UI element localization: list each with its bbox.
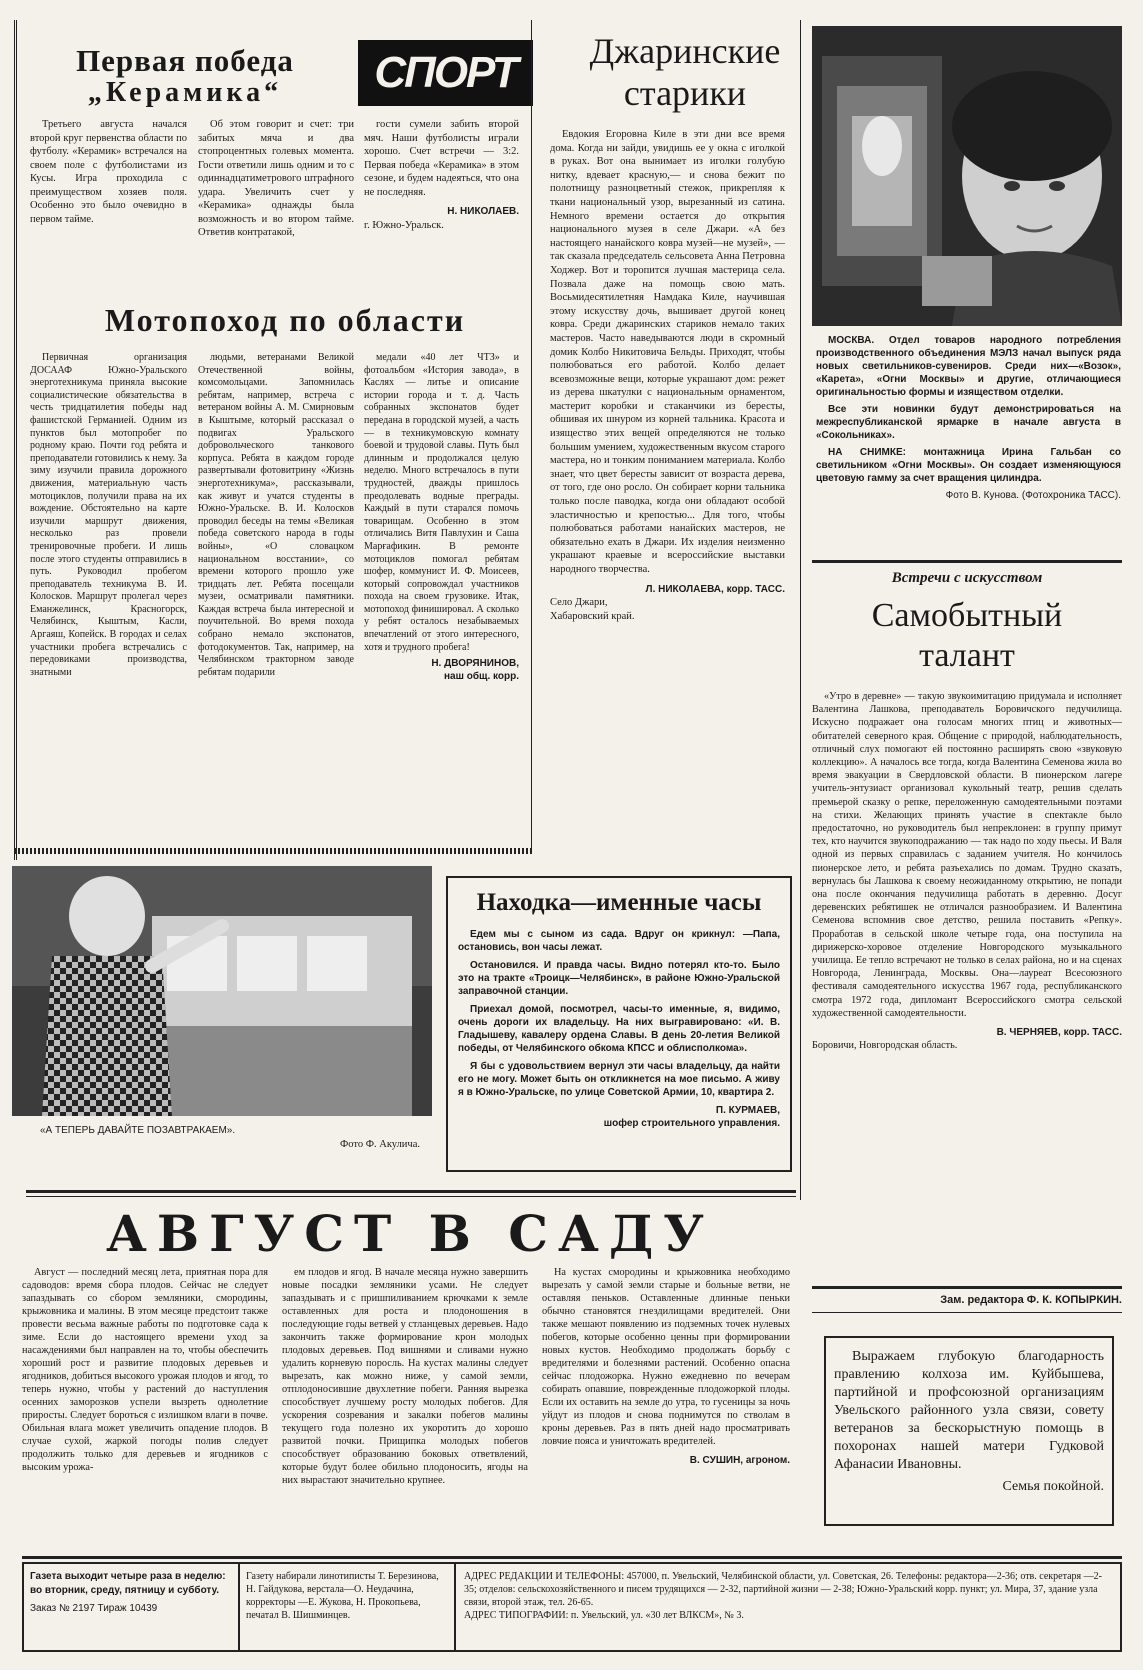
moscow-caption1: МОСКВА. Отдел товаров народного потребления производственного объединения МЭЛЗ начал выпуск ряда новых светильников-сувениров. Среди них—«Возок», «Карета», «Огни Москвы» и другие, отличающиеся оригинальностью формы и изяществом отделки. [816, 335, 1121, 398]
sport-logo: СПОРТ [358, 40, 533, 106]
divider-vertical-2 [800, 20, 801, 1200]
article2-col2-text: людьми, ветеранами Великой Отечественной войны, комсомольцами. Запомнилась ребятам, например, встреча с ветераном войны А. М. Смирновым в Кыштыме, который рассказал о подвигах Уральского добровольческого танкового корпуса. Ребята в каждом городе развертывали фотовитрину «Жизнь энерготехникума», рассказывали, как живут и учатся студенты в Южно-Уральске. В. И. Колосков проводил беседы на темы «Великая победа советского народа в годы войны», «О словацком национальном восстании», со времени которого прошло уже тридцать лет. Ребята посещали музеи, осматривали памятники. Каждая встреча была интересной и поучительной. Во время похода собрано немало экспонатов, фотодокументов. Так, например, на Челябинском тракторном заводе ребятам подарили [198, 352, 354, 678]
article6-col2-text: ем плодов и ягод. В начале месяца нужно завершить новые посадки земляники усами. Не следует запаздывать и с пришпиливанием крючками к земле оставленных для роста и плодоношения в последующие годы ветвей у стланцевых деревьев. Надо закончить также формирование крон молодых плодовых деревьев. Под вишнями и сливами нужно удалить корневую поросль. На кустах малины следует вырезать, как можно ниже, у самой земли, отплодоносившие двухлетние побеги. Ранняя вырезка способствует лучшему росту молодых побегов. Для ускорения созревания и закалки побегов малины текущего года полезно их укоротить до хорошо развитой почки. Прищипка молодых побегов способствует образованию боковых ответвлений, которые будут более обильно плодоносить, ягоды на них вырастают значительно крупнее. [282, 1267, 528, 1486]
article1-col1 [30, 118, 187, 230]
divider-august-top2 [26, 1196, 796, 1197]
article2-title: Мотопоход по области [104, 302, 466, 338]
article1-col2 [198, 118, 354, 244]
top-border-left [14, 20, 21, 860]
boy-photo [12, 866, 432, 1116]
divider-dots-left [14, 848, 532, 854]
footer-schedule-block [30, 1570, 230, 1616]
moscow-credit: Фото В. Кунова. (Фотохроника ТАСС). [945, 490, 1121, 501]
article1-title-line2: „Керамика“ [87, 77, 283, 108]
article2-author: Н. ДВОРЯНИНОВ, [431, 658, 519, 670]
article6-title: АВГУСТ В САДУ [106, 1204, 714, 1263]
article6-col1-text: Август — последний месяц лета, приятная пора для садоводов: время сбора плодов. Сейчас не следует запаздывать со сбором земляники, смородины, крыжовника и малины. В этом месяце предстоит также провести весьма важные работы по подготовке сада к зиме. Если до настоящего времени уход за насаждениями был направлен на то, чтобы обеспечить хороший рост и развитие плодовых деревьев и ягодников, добиться высокого урожая плодов и ягод, то теперь нужно, чтобы у растений до наступления осенних заморозков успели вызреть однолетние приросты. Следует бороться с излишком влаги в почве. Обильная влага может увеличить опадение плодов. В случае сухой, жаркой погоды полив следует продолжить только для деревьев и ягодников с высоким урожа- [22, 1267, 268, 1473]
article5-p3: Приехал домой, посмотрел, часы-то именные, я, видимо, очень дороги их владельцу. На них выгравировано: «И. В. Гладышеву, кавалеру ордена Славы. В день 20-летия Великой победы, от Челябинского обкома КПСС и облисполкома». [458, 1004, 780, 1054]
footer-address: АДРЕС РЕДАКЦИИ И ТЕЛЕФОНЫ: 457000, п. Увельский, Челябинской области, ул. Советская, 26. Телефоны: редактора—2-36; отв. секретаря —2-35; отделов: сельскохозяйственного и писем трудящихся — 2-32, партийной жизни — 2-38; Южно-Уральский корр. пункт; ул. Мира, 37, здание узла связи, второй этаж, тел. 26-65. [464, 1571, 1102, 1608]
article5-body [458, 928, 780, 1130]
article3-title-line2: старики [623, 73, 747, 113]
article5-title: Находка—именные часы [476, 889, 762, 916]
article4-title [812, 596, 1122, 676]
article4-place: Боровичи, Новгородская область. [812, 1040, 958, 1052]
article4-title-line2: талант [919, 637, 1015, 674]
moscow-caption3: НА СНИМКЕ: монтажница Ирина Гальбан со светильником «Огни Москвы». Он создает изменяющуюся цветовую гамму за счет вращения цилиндра. [816, 447, 1121, 484]
gratitude-sign: Семья покойной. [1002, 1479, 1104, 1494]
article4-rubric: Встречи с искусством [891, 570, 1043, 586]
article5-author2: шофер строительного управления. [603, 1118, 780, 1129]
article3-body [550, 128, 785, 623]
footer-address-block [464, 1570, 1114, 1622]
boy-caption-text: «А ТЕПЕРЬ ДАВАЙТЕ ПОЗАВТРАКАЕМ». [40, 1125, 236, 1136]
divider-moscow [812, 560, 1122, 563]
article1-author: Н. НИКОЛАЕВ. [447, 206, 519, 217]
article4-body [812, 690, 1122, 1052]
article2-col1-text: Первичная организация ДОСААФ Южно-Уральского энерготехникума приняла высокие социалистические обязательства в честь тридцатилетия победы над фашистской Германией. Одним из пунктов был мотопробег по родному краю. Почти год ребята и преподаватели готовились к нему. За зиму изучили правила дорожного движения, материальную часть мотоциклов, получили права на их вождение. Обстоятельно на карте изучили маршрут движения, несколько раз провели тренировочные пробеги. И лишь после этого студенты отправились в путь. Руководил пробегом преподаватель техникума В. И. Колосков. Маршрут пролегал через Еманжелинск, Красногорск, Челябинск, Кыштым, Касли, Аргаяш, Копейск. В городах и селах участники пробега встречались с передовиками производства, знатными [30, 352, 187, 678]
footer-sep2 [454, 1564, 456, 1650]
article6-author: В. СУШИН, агроном. [689, 1455, 790, 1466]
article5-p4: Я бы с удовольствием вернул эти часы владельцу, да найти его не могу. Может быть он откликнется на мое письмо. А живу я в Южно-Уральске, по улице Советской Армии, 10, квартира 2. [458, 1061, 780, 1098]
article3-title [560, 30, 810, 114]
article4-title-line1: Самобытный [871, 597, 1063, 634]
moscow-caption [816, 334, 1121, 502]
footer-box [22, 1562, 1122, 1652]
article5-p2: Остановился. И правда часы. Видно потерял кто-то. Было это на тракте «Троицк—Челябинск», в районе Южно-Уральской заправочной станции. [458, 960, 780, 997]
article3-author: Л. НИКОЛАЕВА, корр. ТАСС. [645, 583, 785, 595]
moscow-photo [812, 26, 1122, 326]
footer-top-rule [22, 1556, 1122, 1559]
divider-editor-2 [812, 1312, 1122, 1313]
article3-title-line1: Джаринские [589, 31, 781, 71]
editor-line: Зам. редактора Ф. К. КОПЫРКИН. [940, 1294, 1122, 1306]
article5-author: П. КУРМАЕВ, [715, 1105, 780, 1116]
article2-author2: наш общ. корр. [444, 670, 519, 682]
article1-col3-text: гости сумели забить второй мяч. Наши футболисты играли хорошо. Счет встречи — 3:2. Первая победа «Керамика» в этом сезоне, и будем надеяться, что она не последняя. [364, 119, 519, 198]
article4-author: В. ЧЕРНЯЕВ, корр. ТАСС. [996, 1027, 1122, 1039]
boy-caption [40, 1124, 420, 1151]
article1-title [40, 44, 330, 108]
moscow-caption2: Все эти новинки будут демонстрироваться на межреспубликанской ярмарке в начале августа в «Сокольниках». [816, 404, 1121, 441]
article2-col2 [198, 352, 354, 683]
footer-schedule: Газета выходит четыре раза в неделю: во вторник, среду, пятницу и субботу. [30, 1571, 226, 1596]
article1-place: г. Южно-Уральск. [364, 219, 444, 231]
article2-col1 [30, 352, 187, 683]
article2-col3 [364, 352, 519, 683]
article5-box [446, 876, 792, 1172]
footer-staff: Газету набирали линотиписты Т. Березинова, Н. Гайдукова, верстала—О. Неудачина, корректоры —Е. Жукова, Н. Прокопьева, печатал В. Шишминцев. [246, 1571, 439, 1621]
article1-title-line1: Первая победа [76, 43, 294, 78]
article1-col3 [364, 118, 519, 232]
footer-order: Заказ № 2197 Тираж 10439 [30, 1603, 158, 1614]
article1-col2-text: Об этом говорит и счет: три забитых мяча и два стопроцентных голевых момента. Гости ответили лишь одним и то с одиннадцатиметрового штрафного удара. Увеличить счет у «Керамика» однажды была возможность и во втором тайме. Ответив контратакой, [198, 119, 354, 238]
article3-place2: Хабаровский край. [550, 610, 635, 622]
article6-col1 [22, 1266, 268, 1478]
article6-col3 [542, 1266, 790, 1467]
boy-credit: Фото Ф. Акулича. [339, 1138, 420, 1150]
footer-sep1 [238, 1564, 240, 1650]
article5-p1: Едем мы с сыном из сада. Вдруг он крикнул: —Папа, остановись, вон часы лежат. [458, 929, 780, 953]
divider-august-top [26, 1190, 796, 1193]
gratitude-text: Выражаем глубокую благодарность правлению колхоза им. Куйбышева, партийной и профсоюзной организациям Увельского районного узла связи, совету ветеранов за бескорыстную помощь в похоронах нашей матери Гудковой Афанасии Ивановны. [834, 1349, 1104, 1472]
article3-place1: Село Джари, [550, 597, 608, 609]
divider-vertical-1 [531, 20, 532, 854]
article3-text: Евдокия Егоровна Киле в эти дни все время дома. Когда ни зайди, увидишь ее у окна с иголкой в руках. Вот она вынимает из иголки голубую нитку, вдевает красную,— и снова бежит по полотнищу разноцветный стежок, прикрепляя к ткани национальный узор, вырезанный из сатина. Немного времени остается до открытия национального музея в селе Джари. «А без настоящего нанайского ковра музей—не музей», —так сказала председатель сельсовета Анна Петровна Ходжер. Вот и торопится лучшая мастерица села. Позвала даже на помощь свою мать. Восьмидесятилетняя Намдака Киле, научившая этому искусству дочь, вышивает другой конец ковра. Среди джаринских стариков немало таких мастеров. Часто наведываются люди в скромный домик Колбо Никитовича Бельды. Приходят, чтобы полюбоваться его работой. Колбо делает всевозможные вещи, которые украшают дом: режет из дерева шкатулки с национальным орнаментом, мастерит коробки и стаканчики из бересты, обшивая их шнуром из корней тальника. Красота и изящество этих вещей определяются не только большим умением, художественным вкусом старого мастера, но и тонким пониманием материала. Колбо знает, что цвет бересты зависит от возраста дерева, от того, где оно росло. Он собирает корни тальника только после паводка, когда они обладают особой эластичностью и крепостью... Для того, чтобы полюбоваться работами нанайских мастеров, не обязательно ехать в Джари. Их изделия неизменно украшают краевые и всероссийские выставки народного творчества. [550, 129, 785, 575]
article1-col1-text: Третьего августа начался второй круг первенства области по футболу. «Керамик» встречался на своем поле с футболистами из Кусы. Игра проходила с преимуществом хозяев поля. Особенно это было очевидно в первом тайме. [30, 119, 187, 225]
gratitude-box [824, 1336, 1114, 1526]
article6-col2 [282, 1266, 528, 1491]
footer-print: АДРЕС ТИПОГРАФИИ: п. Увельский, ул. «30 лет ВЛКСМ», № 3. [464, 1610, 744, 1621]
moscow-photo-image [812, 26, 1122, 326]
divider-editor [812, 1286, 1122, 1289]
article4-text: «Утро в деревне» — такую звукоимитацию придумала и исполняет Валентина Лашкова, преподаватель Боровичского педучилища. Искусно подражает она голосам многих птиц и животных—обитателей северного края. Общение с природой, наблюдательность, отличный слух помогают ей постоянно расширять свою «звуковую коллекцию». А началось все тогда, когда Валентина Семенова жила во время эвакуации в Свердловской области. В пионерском лагере учитель-энтузиаст организовал кукольный театр, решив сделать премьерой сказку о репке, переложенную самодеятельными поэтами на стихи. Желающих принять участие в спектакле было предостаточно, но руководитель был непреклонен: в группу примут тех, кто научится звукоподражанию — так надо по ходу пьесы. И Валя одной из первых справилась с заданием учителя. Но кончилось пионерское лето, и ребята разъехались по домам. Трудно сказать, вернулась бы Лашкова к своему неожиданному открытию, не попади она после окончания педучилища работать в деревню. Досуг деревенских ребятишек не отличался разнообразием. И Валентина Семенова вспомнив свое детство, решила поставить «Репку». Проработав в сельской школе четыре года, она поступила на дирижерско-хоровое отделение Новгородского музыкального училища. Ее тепло встречают не только в селах района, но и на сценах Новгорода, Ленинграда, Москвы. Она—лауреат Всесоюзного фестиваля самодеятельного искусства 1967 года, республиканского смотра 1972 года, дипломант Всероссийского смотра сельской художественной самодеятельности. [812, 691, 1122, 1019]
boy-photo-image [12, 866, 432, 1116]
article2-col3-text: медали «40 лет ЧТЗ» и фотоальбом «История завода», в Каслях — литье и описание истории города и т. д. Часть собранных экспонатов будет передана в городской музей, а часть — в техникумовскую комнату боевой и трудовой славы. Путь был длинным и продолжался целую неделю. Много встречалось в пути трудностей, дважды пришлось преодолевать водные преграды. Каждый в пути старался помочь товарищам. Особенно в этом отличались Витя Павлухин и Саша Марғафикин. В ремонте мотоциклов помогал ребятам шофер, коммунист И. Ф. Моисеев, который сопровождал участников похода на своем грузовике. Итак, мотопоход финишировал. А сколько у ребят осталось незабываемых впечатлений от этого интересного, хотя и трудного пробега! [364, 352, 519, 653]
article6-col3-text: На кустах смородины и крыжовника необходимо вырезать у самой земли старые и больные ветви, не оставляя пеньков. Оставленные длинные пеньки обычно становятся гнездилищами вредителей. Они также мешают появлению из подземных точек нулевых побегов, которые особенно ценны при формировании новых кустов. Необходимо продолжать борьбу с вредителями и болезнями растений. Особенно опасна сейчас плодожорка. Нужно ежедневно по вечерам собирать опавшие, поврежденные плодожоркой плоды. Если их оставить на земле до утра, то гусеницы за ночь уйдут из плодов и снова поднимутся по стволам в кроны деревьев. Раз в пять дней надо просматривать ловчие пояса и уничтожать вредителей. [542, 1267, 790, 1447]
